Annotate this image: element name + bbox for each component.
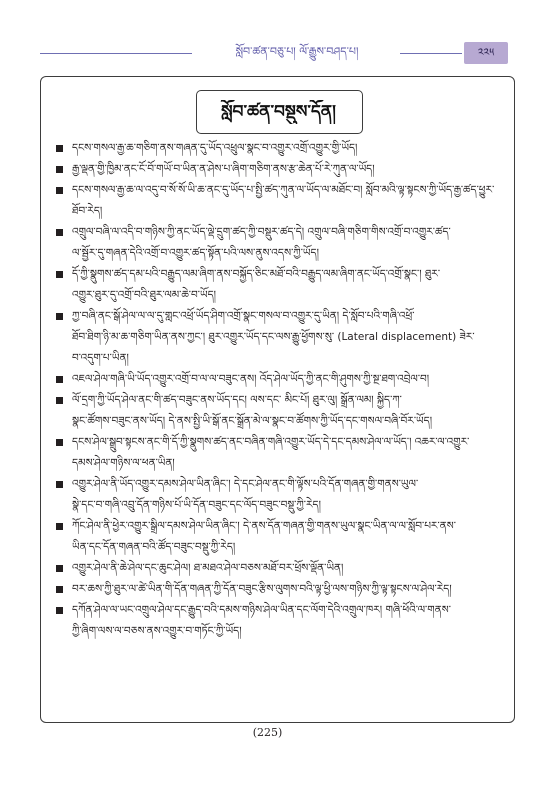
bullet-item: [52, 369, 502, 390]
bullet-line: དངས་ཤེལ་སྒྲུབ་སྟངས་ནང་གི་དོ་ཀྱི་སྣུགས་ཚད་ནང་བཞིན་གཞི་འགྱུར་ཡོད་དེ་དང་དམས་ཤེལ་ལ་ཡོད་། འཆར་ལ་འགྱུར་: [72, 436, 470, 448]
bullet-item: [52, 600, 502, 642]
section-title: སློབ་ཚན་བསྡུས་དོན།: [221, 102, 336, 122]
bullet-line: དོ་ཀྱི་སྣུགས་ཚད་དམ་པའི་བརྒྱུད་ལམ་ཞིག་ནས་བསྐྱོད་ཅིང་མཐོ་བའི་བརྒྱུད་ལམ་ཞིག་ནང་ཡོད་འགྲོ་སྣང་། ཐུར་: [72, 268, 441, 280]
bullet-item: [52, 558, 502, 579]
bullet-square-icon: [56, 229, 63, 236]
bullet-item: [52, 579, 502, 600]
bullet-line: ཀོང་ཤེལ་ནི་ཕྱེར་འགྱུར་སྒྲིལ་དམས་ཤེལ་ཡིན་ཞིང་། དེ་ནས་དོན་གཞན་གྱི་གནས་ཡུལ་སྣང་ཡིན་ལ་ལ་སློབ་པར་ནས་: [72, 520, 456, 532]
running-head: [40, 40, 502, 66]
bullet-item: [52, 432, 502, 474]
bullet-square-icon: [56, 187, 63, 194]
running-head-rule-left: [40, 53, 192, 54]
bullet-line: བ་འདུག་པ་ཡིན།: [72, 352, 129, 364]
bullet-square-icon: [56, 397, 63, 404]
running-head-title: སློབ་ཚན་བཅུ་པ། ལོ་རྒྱུས་བཤད་པ།: [235, 45, 359, 58]
bullet-line: དམས་ཤེལ་གཉིས་ལ་ཕན་ཡིན།: [72, 457, 175, 469]
bullet-item: [52, 306, 502, 369]
bullet-line: ལོ་དྲག་ཀྱི་ཡོད་ཤེལ་ནང་གི་ཚད་བཟུང་ནས་ཡོད་དང། ལས་དང་ མིང་པོ། ཐུར་ལུ། སྒྲོན་ལམ། སྐྱིད་ཀ་: [72, 394, 402, 406]
bullet-line: ཐོབ་ཐིག་ཉི་མ་ཆ་གཅིག་ཡིན་ནས་ཀྱང་། ཐུར་འགྱུར་ཡོད་དང་ལས་རྒྱུ་ཕྱོགས་སུ་ (Lateral displacement) ཟེར་: [72, 331, 475, 343]
bullet-item: [52, 474, 502, 516]
bullet-square-icon: [56, 313, 63, 320]
bullet-line: འཇལ་ཤེལ་གཞི་ཡི་ཡོད་འགྱུར་འགྲོ་བ་ལ་ལ་བཟུང་ནས། འོད་ཤེལ་ཡོད་ཀྱི་ནང་གི་ཤུགས་ཀྱི་སྔ་ཐག་འབྲེལ་བ།: [72, 373, 430, 385]
bullet-square-icon: [56, 376, 63, 383]
bullet-line: འགྱུར་ཤེལ་ནི་ཆེ་ཤེལ་དང་ཆུང་ཤེལ། ཐ་མཐའ་ཤེལ་བཅས་མཐོ་བར་ཕྲོས་ལྡོན་ཡིན།: [72, 562, 344, 574]
folio-number: ༢༢༥: [464, 42, 508, 64]
bullet-line: འགྱུར་ཐུར་དུ་འགྲོ་བའི་ཐུར་ལམ་ཆེ་བ་ཡོད།: [72, 289, 216, 301]
bullet-line: ཐོབ་རེད།: [72, 205, 103, 217]
bullet-line: སྣེ་དང་བ་གཞི་འབྲུ་དོན་གཉིས་པོ་ཡི་དོན་བཟུང་དང་ལོད་བཟུང་བསྡུ་ཀྱི་རེད།: [72, 499, 321, 511]
bullet-line: སྣང་ཚོགས་བཟུང་ནས་ཡོད། དེ་ནས་སྤྱི་ཡི་སྒོ་ནང་སྒྲོན་མེ་ལ་སྣང་བ་ཚོགས་ཀྱི་ཡོད་དང་གསལ་བཞི་བོར་ཡོད།: [72, 415, 433, 427]
bullet-square-icon: [56, 607, 63, 614]
bullet-line: བར་ཆས་ཀྱི་ཐུར་ལ་ཚེ་ཡིན་གི་དོན་གཞན་ཀྱི་དོན་བཟུང་རྩིས་ལུགས་བའི་ལྟ་ཕྱི་ལས་གཉིས་ཀྱི་ལྟ་སྟངས་ལ་ཤེལ་རེད།: [72, 583, 452, 595]
bullet-item: [52, 390, 502, 432]
running-head-rule-right: [400, 53, 462, 54]
bullet-square-icon: [56, 166, 63, 173]
section-title-box: [196, 90, 363, 134]
bullet-line: དཀོན་ཤེལ་ལ་ཡང་འགྲུལ་ཤེལ་དང་རྒྱུད་བའི་དམས་གཉིས་ཤེལ་ཡིན་དང་ལོག་དེའི་འགྲུལ་ཁར། གཞི་ཕོའི་ལ་གནས་: [72, 604, 451, 616]
bullet-square-icon: [56, 271, 63, 278]
bullet-line: ལ་སྦྱོར་དུ་གཞན་དེའི་འགྲོ་བ་འགྱུར་ཚད་སྟོན་པའི་ལས་ནུས་འདས་ཀྱི་ཡོད།: [72, 247, 319, 259]
bullet-line: ཀྱི་ཞིག་ལས་ལ་བཅས་ནས་འགྱུར་བ་གཏོང་ཀྱི་ཡོད།: [72, 625, 242, 637]
bullet-square-icon: [56, 481, 63, 488]
bullet-item: [52, 516, 502, 558]
bullet-line: འགྱུར་ཤེལ་ནི་ཡོད་འགྱུར་དམས་ཤེལ་ཡིན་ཞིང་། དེ་དང་ཤེལ་ནང་གི་ལྟོས་པའི་དོན་གཞན་གྱི་གནས་ཡུལ་: [72, 478, 419, 490]
bullet-line: དངས་གསལ་རྒྱ་ཆ་ལ་འདུ་བ་སོ་སོ་ཡི་ཆ་ནང་དུ་ཡོད་པ་སྤྱི་ཚད་ཀུན་ལ་ཡོད་ལ་མཐོང་བ། སློབ་མའི་ལྟ་སྟངས་ཀྱི་ཡོད་རྒྱ་ཚད་ཕྱུར་: [72, 184, 495, 196]
page-number: (225): [252, 726, 283, 739]
summary-bullet-list: [52, 138, 502, 642]
bullet-square-icon: [56, 523, 63, 530]
bullet-item: [52, 138, 502, 159]
bullet-item: [52, 264, 502, 306]
bullet-square-icon: [56, 565, 63, 572]
bullet-line: དངས་གསལ་རྒྱ་ཆ་གཅིག་ནས་གཞན་དུ་ཡོད་འཕྲུལ་སྣང་བ་འགྱུར་འགྲོ་འགྱུར་གྱི་ཡོད།: [72, 142, 358, 154]
bullet-item: [52, 159, 502, 180]
bullet-square-icon: [56, 586, 63, 593]
bullet-square-icon: [56, 439, 63, 446]
bullet-line: ཀྱ་བཞི་ནང་སྒོ་ཤེལ་ལ་ལ་དུ་གླང་འཕྲོ་ཡོད་ཤིག་འགྲོ་སྣང་གསལ་བ་འགྱུར་དུ་ཡིན། དེ་སློབ་པའི་གཞི་འཕྲོ་: [72, 310, 415, 322]
bullet-item: [52, 222, 502, 264]
bullet-square-icon: [56, 145, 63, 152]
bullet-line: རྒྱ་ལྡན་གྱི་ཁྱིམ་ནང་ངོ་བོ་གཡོ་བ་ཡིན་ན་ཤེས་པ་ཞིག་གཅིག་ནས་རྩ་ཆེན་པོ་རེ་ཀུན་ལ་ཡོད།: [72, 163, 375, 175]
bullet-line: ཡིན་དང་དོན་གཞན་བའི་ཚོད་བཟུང་བསྡུ་ཀྱི་རེད།: [72, 541, 236, 553]
bullet-line: འགྲུལ་བཞི་ལ་འདི་བ་གཉིས་ཀྱི་ནང་ཡོད་ལྡེ་དྲུག་ཚད་ཀྱི་བསྡུར་ཚད་དེ། འགྲུལ་བཞི་གཅིག་གིས་འགྲོ་བ་འགྱུར་ཚད་: [72, 226, 451, 238]
bullet-item: [52, 180, 502, 222]
